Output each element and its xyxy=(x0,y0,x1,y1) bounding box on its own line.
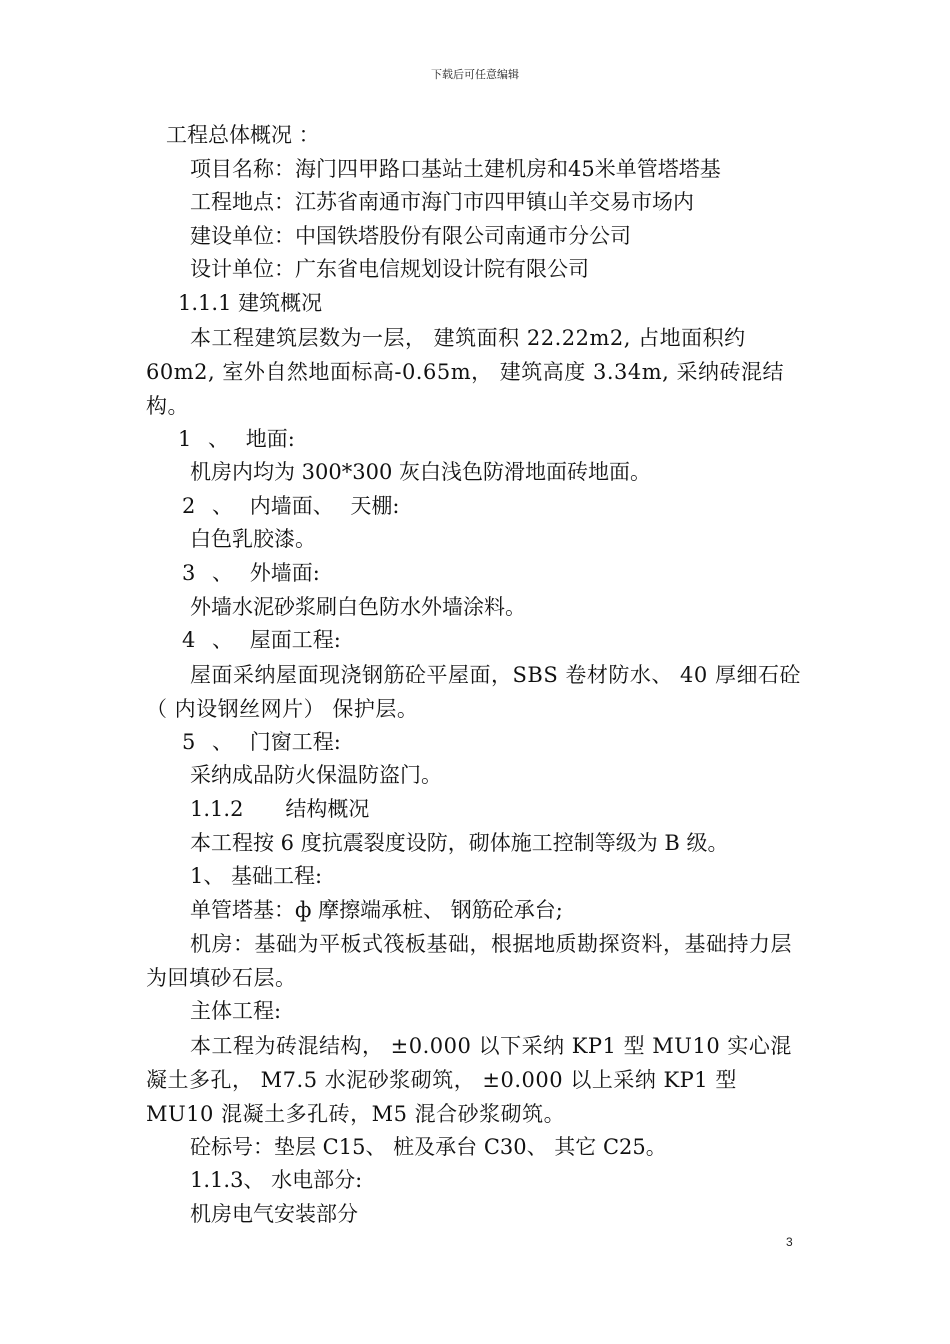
paragraph: 机房电气安装部分 xyxy=(190,1202,358,1227)
paragraph: 单管塔基：ф 摩擦端承桩、 钢筋砼承台; xyxy=(190,897,563,922)
list-heading: 3 、 外墙面: xyxy=(182,560,320,585)
paragraph: 本工程建筑层数为一层， 建筑面积 22.22m2, 占地面积约 60m2, 室外自然地面标高-0.65m， 建筑高度 3.34m, 采纳砖混结构。 xyxy=(146,325,784,418)
list-heading: 1、 基础工程: xyxy=(190,864,323,889)
subsection-heading: 1.1.2 结构概况 xyxy=(190,796,370,821)
project-name: 项目名称：海门四甲路口基站土建机房和45米单管塔塔基 xyxy=(190,156,721,181)
paragraph: 屋面采纳屋面现浇钢筋砼平屋面，SBS 卷材防水、 40 厚细石砼（ 内设钢丝网片） 保护层。 xyxy=(146,662,801,721)
list-heading: 1 、 地面: xyxy=(178,426,295,451)
design-unit: 设计单位：广东省电信规划设计院有限公司 xyxy=(190,257,589,282)
list-heading: 4 、 屋面工程: xyxy=(182,628,341,653)
list-heading: 主体工程: xyxy=(190,999,282,1024)
paragraph: 砼标号：垫层 C15、 桩及承台 C30、 其它 C25。 xyxy=(190,1134,667,1159)
paragraph: 本工程按 6 度抗震裂度设防，砌体施工控制等级为 B 级。 xyxy=(190,830,729,855)
list-heading: 5 、 门窗工程: xyxy=(182,729,341,754)
subsection-heading: 1.1.3、 水电部分: xyxy=(190,1168,363,1193)
paragraph: 机房：基础为平板式筏板基础，根据地质勘探资料，基础持力层为回填砂石层。 xyxy=(146,932,792,991)
page-header: 下载后可任意编辑 xyxy=(431,68,519,81)
construction-unit: 建设单位：中国铁塔股份有限公司南通市分公司 xyxy=(190,223,631,248)
page-number: 3 xyxy=(786,1235,793,1249)
paragraph: 机房内均为 300*300 灰白浅色防滑地面砖地面。 xyxy=(190,460,652,485)
paragraph: 外墙水泥砂浆刷白色防水外墙涂料。 xyxy=(190,594,526,619)
paragraph: 采纳成品防火保温防盗门。 xyxy=(190,763,442,788)
paragraph: 白色乳胶漆。 xyxy=(190,527,316,552)
project-location: 工程地点：江苏省南通市海门市四甲镇山羊交易市场内 xyxy=(190,190,694,215)
section-title: 工程总体概况 ： xyxy=(166,123,320,147)
document-body xyxy=(146,119,808,1232)
list-heading: 2 、 内墙面、 天棚: xyxy=(182,493,400,518)
subsection-heading: 1.1.1 建筑概况 xyxy=(178,290,323,315)
paragraph: 本工程为砖混结构， ±0.000 以下采纳 KP1 型 MU10 实心混凝土多孔， M7.5 水泥砂浆砌筑， ±0.000 以上采纳 KP1 型 MU10 混凝土多孔砖，M5 混合砂浆砌筑。 xyxy=(146,1033,792,1126)
